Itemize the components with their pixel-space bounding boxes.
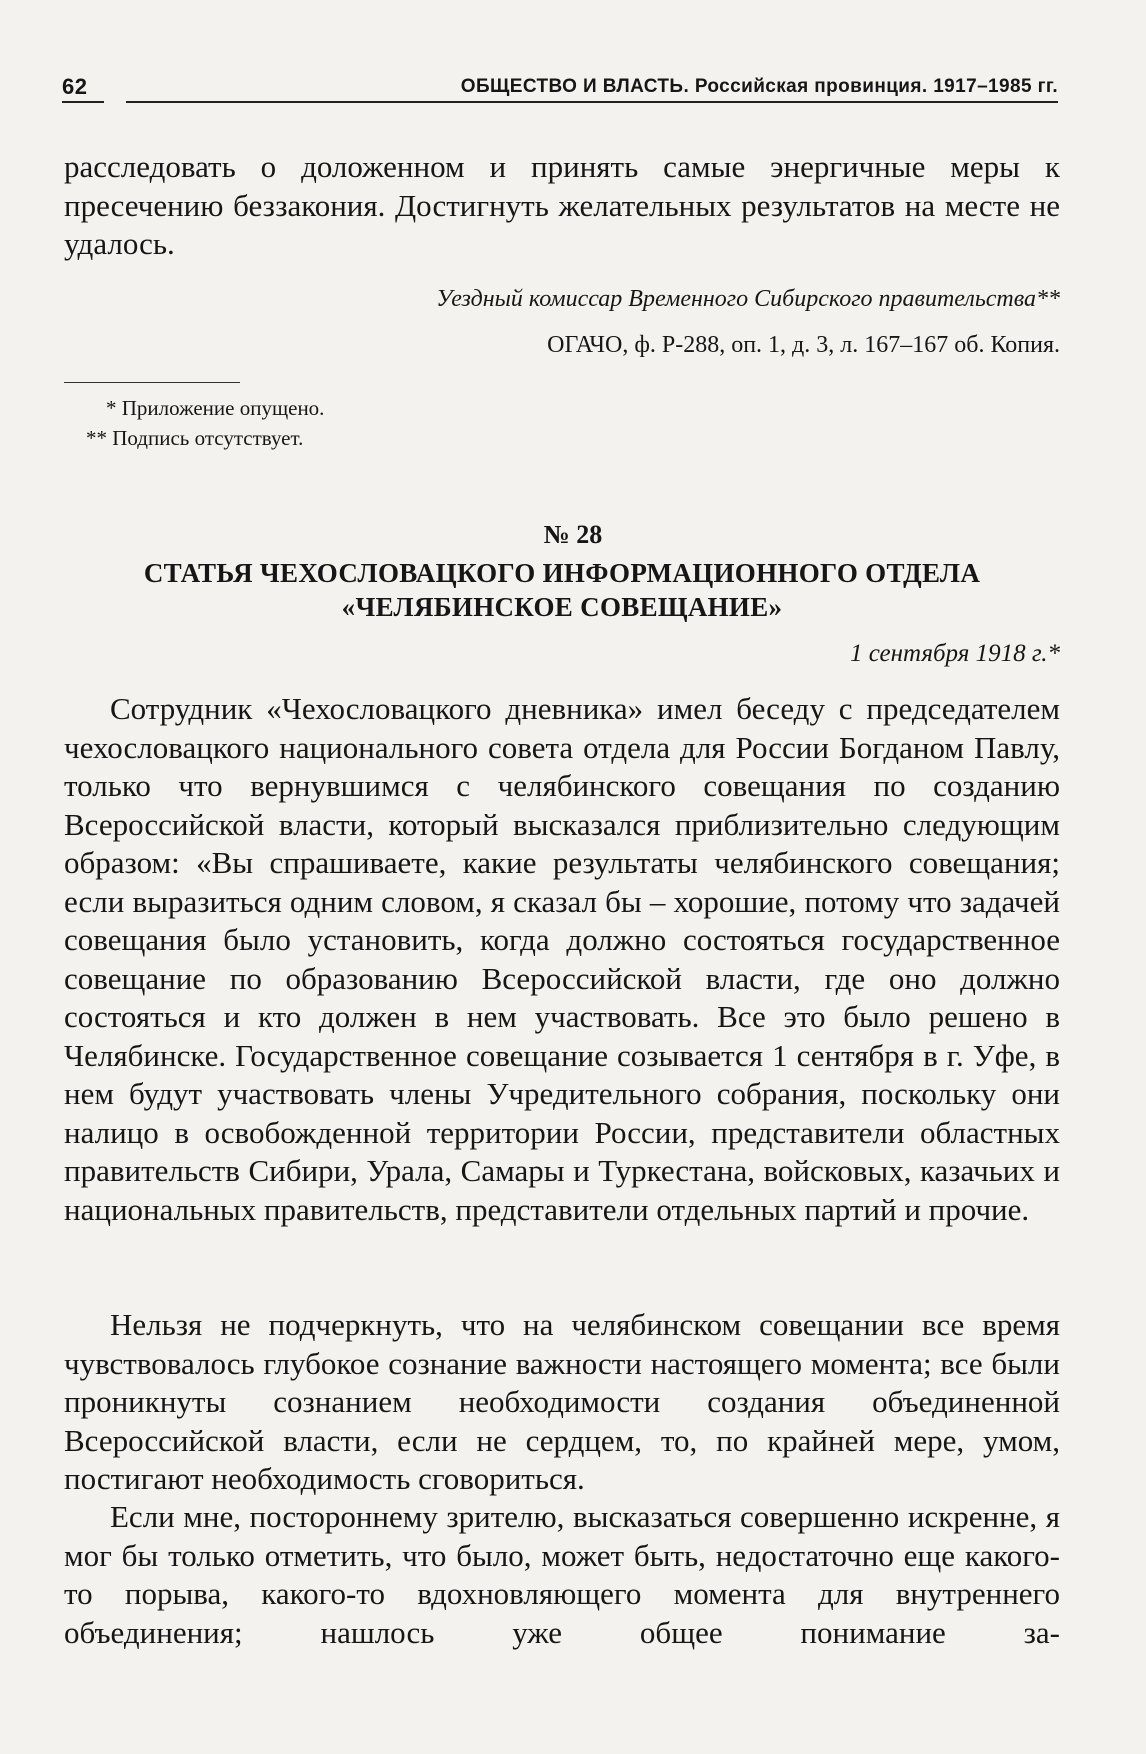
footnote: ** Подпись отсутствует. bbox=[86, 426, 304, 450]
signature: Уездный комиссар Временного Сибирского правительства** bbox=[436, 286, 1060, 312]
running-title: ОБЩЕСТВО И ВЛАСТЬ. Российская провинция. 1917–1985 гг. bbox=[460, 76, 1058, 97]
document-date: 1 сентября 1918 г.* bbox=[849, 640, 1060, 667]
body-paragraph: Если мне, постороннему зрителю, высказаться совершенно искренне, я мог бы только отметить, что было, может быть, недостаточно еще какого-то порыва, какого-то вдохновляющего момента для внутреннего объединения; нашлось уже общее понимание за- bbox=[64, 1499, 1060, 1650]
page-number-rule bbox=[62, 101, 104, 103]
archive-reference: ОГАЧО, ф. Р-288, оп. 1, д. 3, л. 167–167 об. Копия. bbox=[547, 332, 1060, 358]
continuation-paragraph: расследовать о доложенном и принять самые энергичные меры к пресечению беззакония. Достигнуть желательных результатов на месте не удалось. bbox=[64, 149, 1060, 261]
document-title bbox=[64, 556, 1060, 624]
body-paragraph: Сотрудник «Чехословацкого дневника» имел беседу с председателем чехословацкого национального совета отдела для России Богданом Павлу, только что вернувшимся с челябинского совещания по созданию Всероссийской власти, который высказался приблизительно следующим образом: «Вы спрашиваете, какие результаты челябинского совещания; если выразиться одним словом, я сказал бы – хорошие, потому что задачей совещания было установить, когда должно состояться государственное совещание по образованию Всероссийской власти, где оно должно состояться и кто должен в нем участвовать. Все это было решено в Челябинске. Государственное совещание созывается 1 сентября в г. Уфе, в нем будут участвовать члены Учредительного собрания, поскольку они налицо в освобожденной территории России, представители областных правительств Сибири, Урала, Самары и Туркестана, войсковых, казачьих и национальных правительств, представители отдельных партий и прочие. bbox=[64, 691, 1060, 1227]
running-header bbox=[62, 74, 1058, 104]
document-number: № 28 bbox=[543, 520, 603, 549]
footnote: * Приложение опущено. bbox=[106, 396, 325, 420]
document-title-line: «ЧЕЛЯБИНСКОЕ СОВЕЩАНИЕ» bbox=[341, 592, 783, 622]
footnote-rule bbox=[64, 382, 240, 383]
document-title-line: СТАТЬЯ ЧЕХОСЛОВАЦКОГО ИНФОРМАЦИОННОГО ОТДЕЛА bbox=[143, 558, 981, 588]
header-rule bbox=[126, 101, 1058, 103]
body-paragraph: Нельзя не подчеркнуть, что на челябинском совещании все время чувствовалось глубокое сознание важности настоящего момента; все были проникнуты сознанием необходимости создания объединенной Всероссийской власти, если не сердцем, то, по крайней мере, умом, постигают необходимость сговориться. bbox=[64, 1307, 1060, 1496]
page-number: 62 bbox=[62, 74, 88, 99]
